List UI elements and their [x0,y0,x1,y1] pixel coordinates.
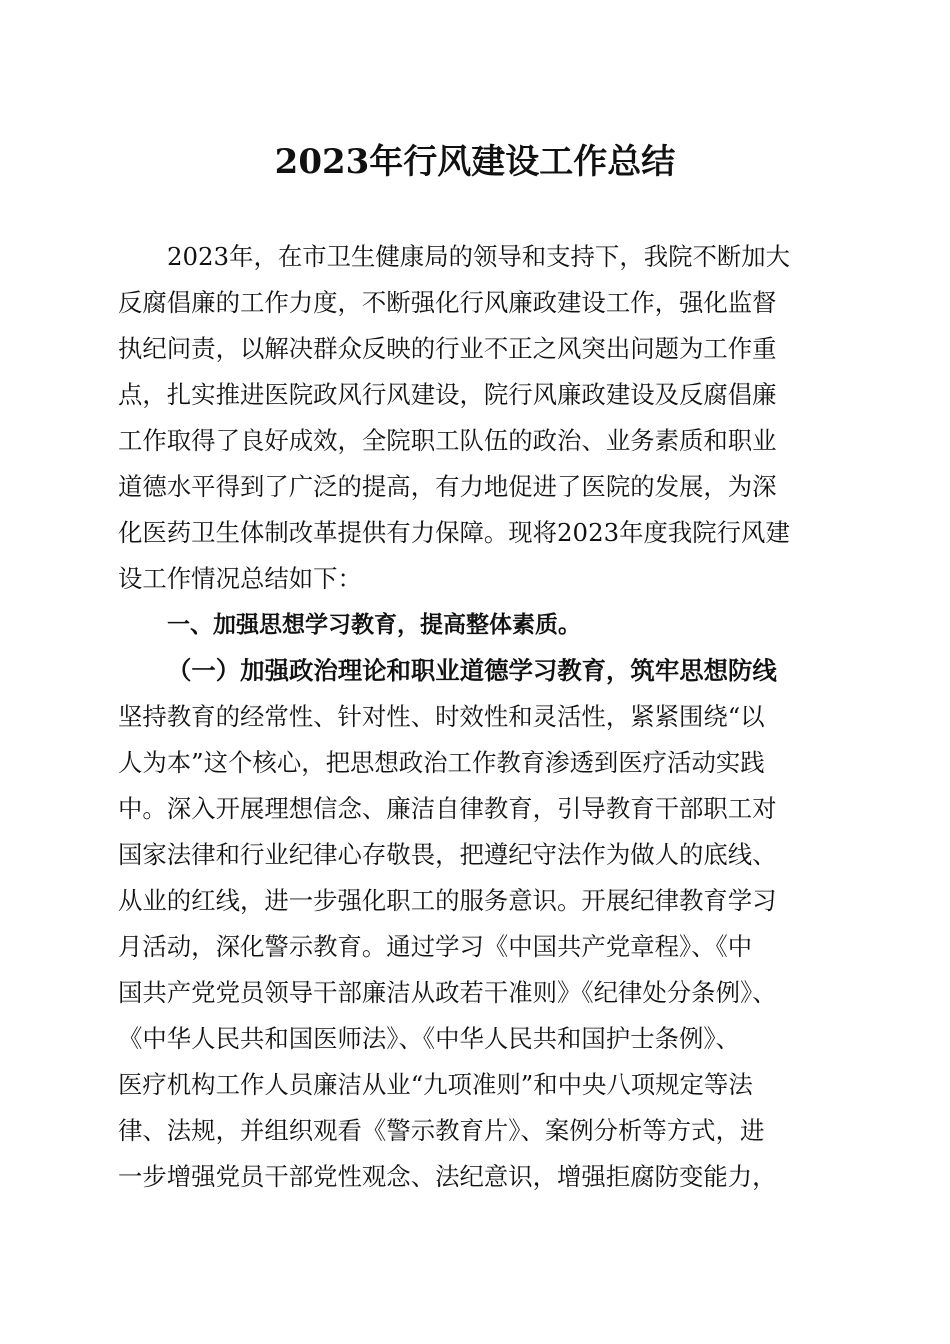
document-title: 2023年行风建设工作总结 [274,142,676,182]
paragraph-body-line-9: 医疗机构工作人员廉洁从业“九项准则”和中央八项规定等法 [118,1070,753,1099]
paragraph-body-line-10: 律、法规，并组织观看《警示教育片》、案例分析等方式，进 [118,1116,765,1145]
paragraph-intro-line-1: 2023年，在市卫生健康局的领导和支持下，我院不断加大 [167,242,791,271]
paragraph-intro-line-2: 反腐倡廉的工作力度，不断强化行风廉政建设工作，强化监督 [118,288,777,317]
paragraph-intro-line-8: 设工作情况总结如下： [118,564,362,593]
paragraph-intro-line-4: 点，扎实推进医院政风行风建设，院行风廉政建设及反腐倡廉 [118,380,777,409]
paragraph-body-line-2: 人为本”这个核心，把思想政治工作教育渗透到医疗活动实践 [118,748,765,777]
paragraph-body-line-3: 中。深入开展理想信念、廉洁自律教育，引导教育干部职工对 [118,794,777,823]
paragraph-intro-line-7: 化医药卫生体制改革提供有力保障。现将2023年度我院行风建 [118,518,790,547]
paragraph-body-line-5: 从业的红线，进一步强化职工的服务意识。开展纪律教育学习 [118,886,777,915]
paragraph-intro-line-5: 工作取得了良好成效，全院职工队伍的政治、业务素质和职业 [118,426,777,455]
paragraph-body-line-1: 坚持教育的经常性、针对性、时效性和灵活性，紧紧围绕“以 [118,702,765,731]
paragraph-intro-line-6: 道德水平得到了广泛的提高，有力地促进了医院的发展，为深 [118,472,777,501]
paragraph-body-line-7: 国共产党党员领导干部廉洁从政若干准则》《纪律处分条例》、 [118,978,777,1007]
paragraph-body-line-11: 一步增强党员干部党性观念、法纪意识，增强拒腐防变能力， [118,1162,777,1191]
paragraph-body-line-6: 月活动，深化警示教育。通过学习《中国共产党章程》、《中 [118,932,753,961]
paragraph-body-line-4: 国家法律和行业纪律心存敬畏，把遵纪守法作为做人的底线、 [118,840,777,869]
document-body [118,234,830,1200]
subsection-heading-1: （一）加强政治理论和职业道德学习教育，筑牢思想防线 [167,656,777,685]
section-heading-1: 一、加强思想学习教育，提高整体素质。 [167,612,581,638]
paragraph-intro-line-3: 执纪问责，以解决群众反映的行业不正之风突出问题为工作重 [118,334,777,363]
paragraph-body-line-8: 《中华人民共和国医师法》、《中华人民共和国护士条例》、 [118,1024,740,1053]
